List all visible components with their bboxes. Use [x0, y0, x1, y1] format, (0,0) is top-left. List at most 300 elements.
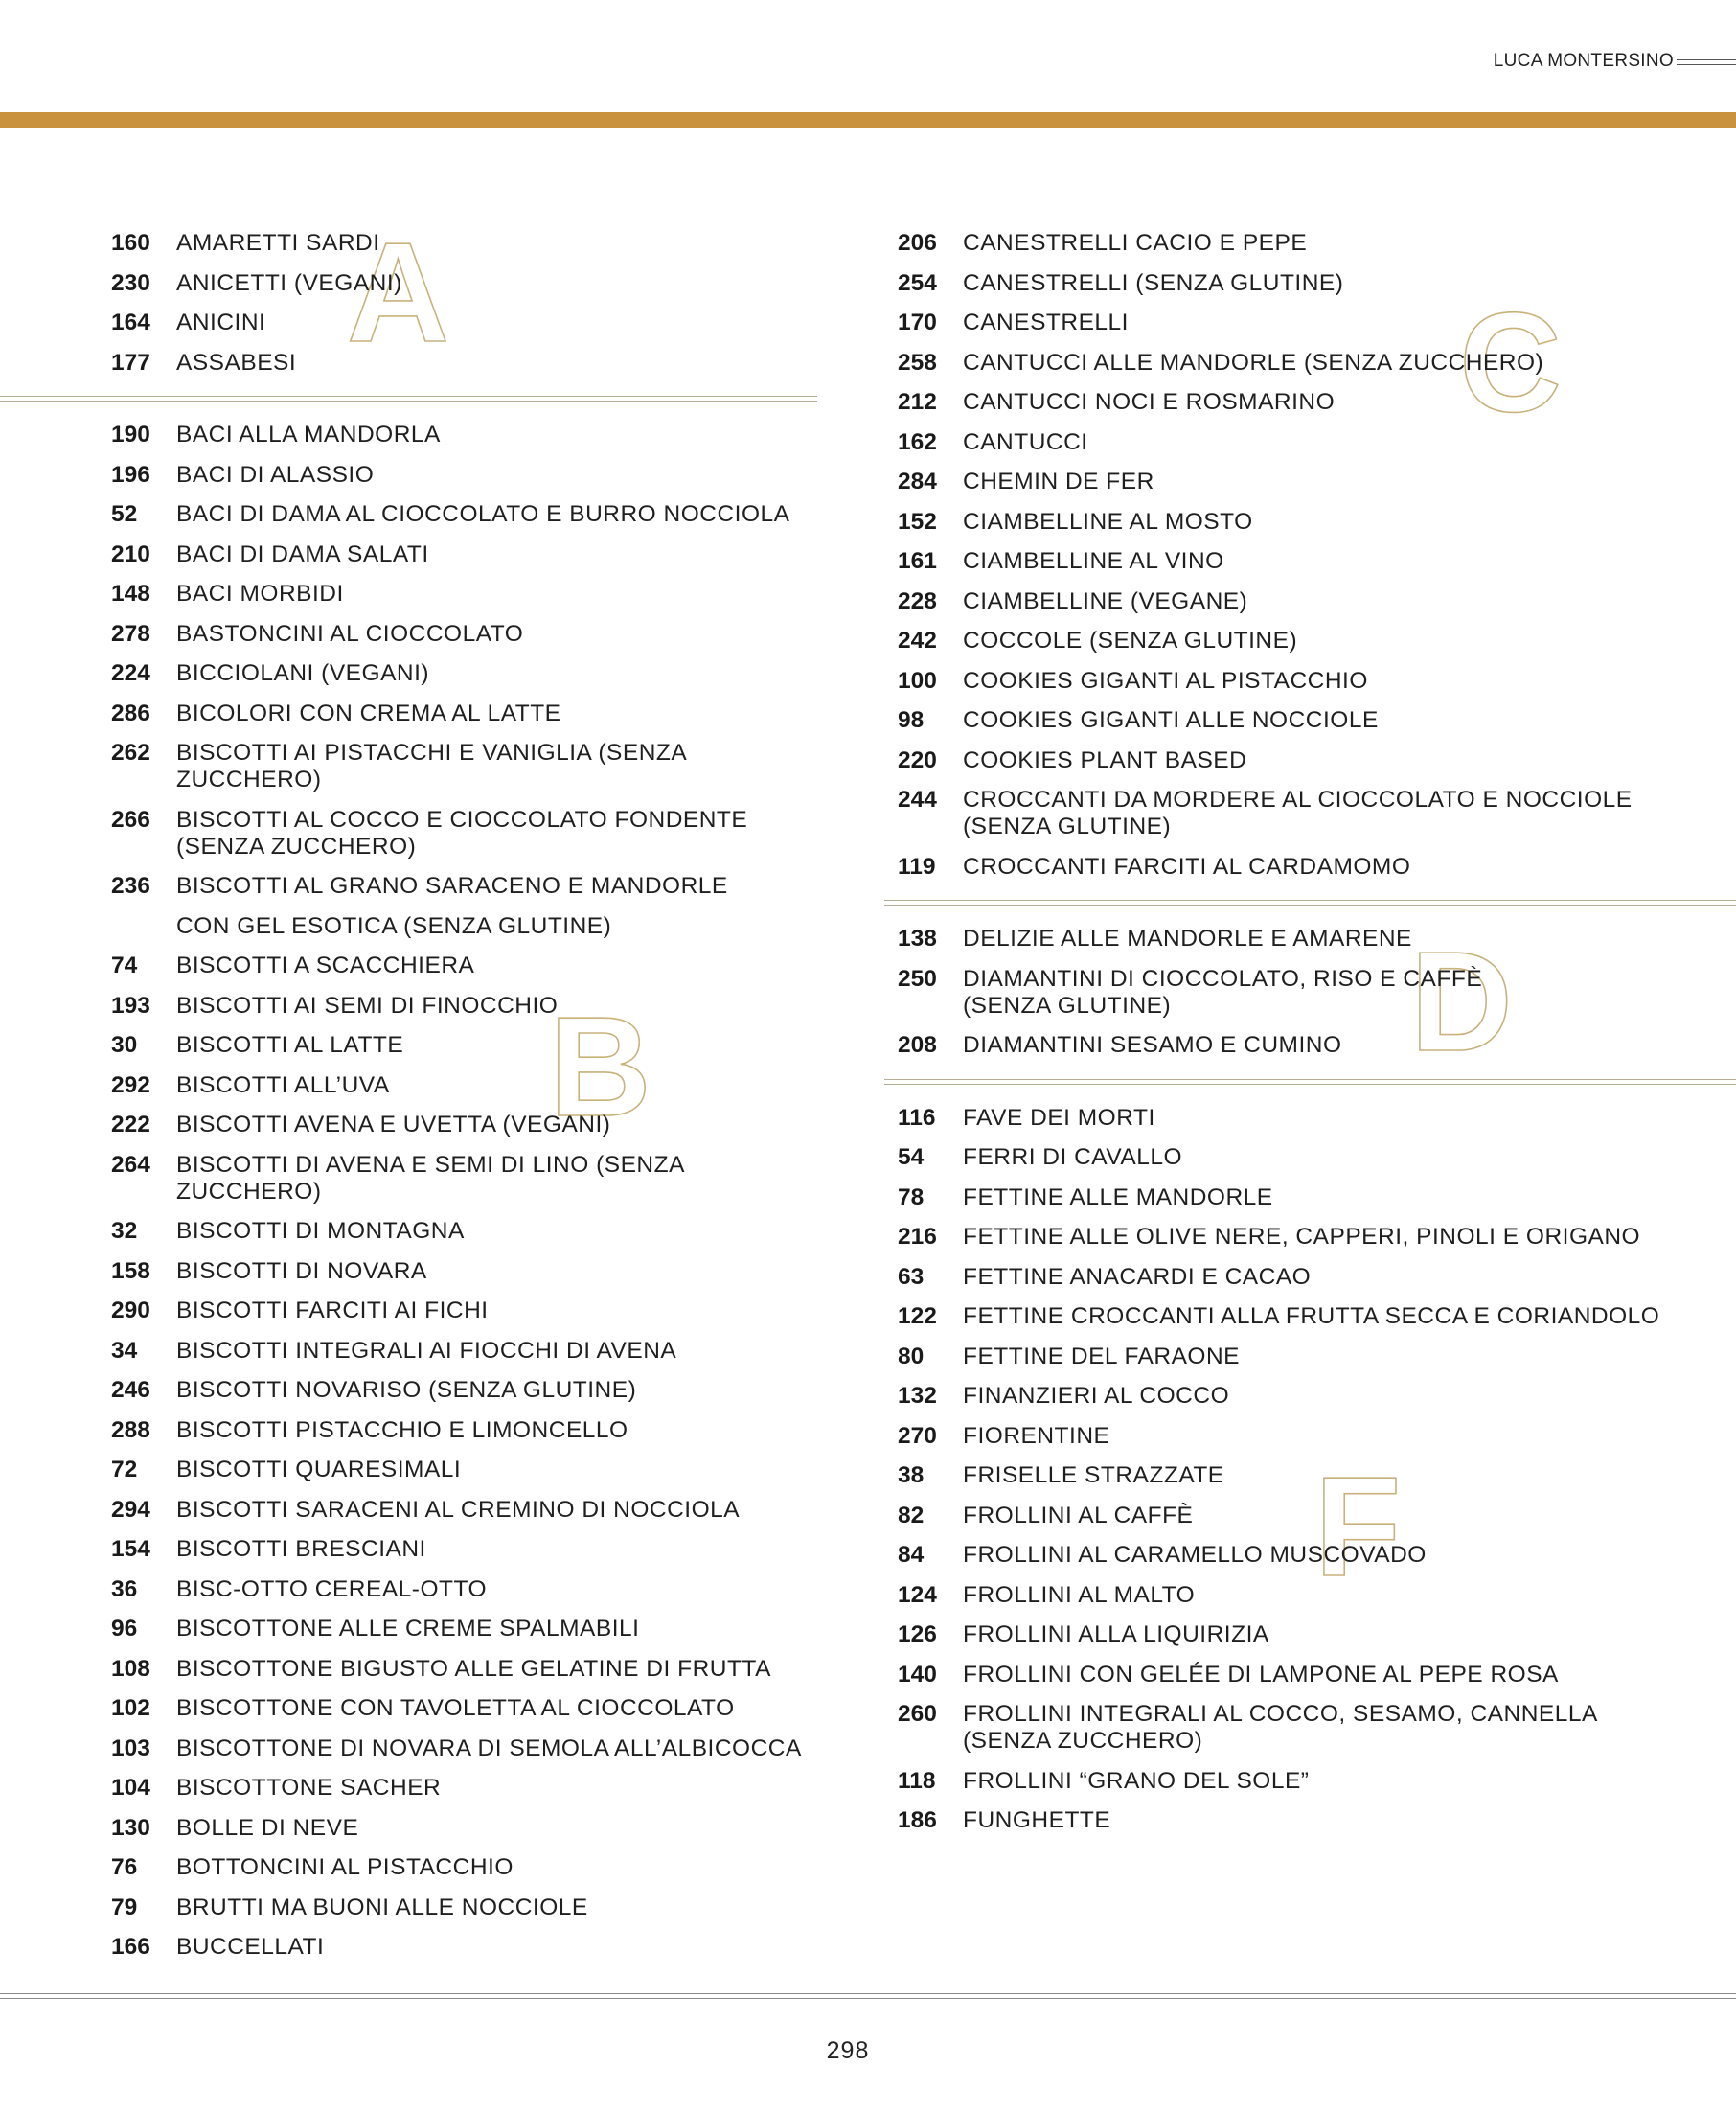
entry-title: [963, 1503, 1736, 1529]
entry-title: [963, 509, 1736, 536]
entry-title-line: BACI ALLA MANDORLA: [176, 422, 441, 448]
entry-page-number: 260: [898, 1701, 937, 1727]
index-entry: [0, 536, 819, 576]
entry-title-line: FROLLINI AL CAFFÈ: [963, 1502, 1194, 1528]
entry-title-line: BISCOTTI DI AVENA E SEMI DI LINO (SENZA ZUCCHERO): [176, 1151, 684, 1205]
entry-page-number: 242: [898, 628, 937, 654]
entry-page-number: 292: [111, 1071, 150, 1098]
entry-page-number: 32: [111, 1218, 138, 1244]
entry-page-number: 294: [111, 1496, 150, 1523]
section-letter-f: F: [1314, 1448, 1402, 1606]
entry-page-number: 38: [898, 1462, 925, 1488]
index-entry: [886, 1026, 1736, 1067]
index-entry: [0, 1571, 819, 1611]
index-entry: [886, 503, 1736, 543]
entry-title-line: ANICINI: [176, 310, 266, 335]
entry-page-number: 266: [111, 806, 150, 833]
entry-page-number: 230: [111, 269, 150, 296]
entry-title: [963, 1768, 1736, 1795]
entry-title-line: CROCCANTI DA MORDERE AL CIOCCOLATO E NOCCIOLE: [963, 787, 1633, 813]
entry-title: [963, 1383, 1736, 1410]
section-letter-a: A: [347, 214, 449, 372]
index-entry: [886, 960, 1736, 1027]
index-entry: [0, 575, 819, 615]
entry-page-number: 224: [111, 660, 150, 686]
entry-page-number: 34: [111, 1337, 138, 1364]
entry-title-line: CANTUCCI NOCI E ROSMARINO: [963, 389, 1336, 415]
page-number: 298: [826, 2037, 870, 2064]
index-entry: [0, 1530, 819, 1571]
index-entry: [886, 1179, 1736, 1219]
entry-title: [176, 1298, 819, 1324]
entry-title: [176, 660, 819, 687]
index-section-b: [0, 416, 819, 1968]
entry-title: [176, 501, 819, 528]
entry-title: [176, 1497, 819, 1524]
entry-title-line: BISCOTTONE CON TAVOLETTA AL CIOCCOLATO: [176, 1695, 735, 1721]
entry-title-line: BISCOTTI A SCACCHIERA: [176, 953, 475, 978]
entry-title-line: FROLLINI AL MALTO: [963, 1581, 1196, 1608]
entry-page-number: 74: [111, 953, 138, 978]
entry-title-line: CANTUCCI ALLE MANDORLE (SENZA ZUCCHERO): [963, 349, 1544, 376]
entry-page-number: 63: [898, 1263, 925, 1290]
entry-title-line: CANTUCCI: [963, 428, 1088, 455]
entry-page-number: 250: [898, 965, 937, 992]
index-entry: [0, 655, 819, 695]
entry-page-number: 284: [898, 469, 937, 494]
entry-page-number: 119: [898, 853, 936, 880]
index-entry: [0, 1146, 819, 1213]
entry-page-number: 288: [111, 1416, 150, 1443]
entry-page-number: 228: [898, 587, 937, 614]
entry-title-line: FETTINE CROCCANTI ALLA FRUTTA SECCA E CORIANDOLO: [963, 1303, 1660, 1329]
entry-title: [963, 1807, 1736, 1834]
index-entry: [0, 1026, 819, 1067]
index-entry: [886, 1802, 1736, 1842]
index-entry: [0, 734, 819, 801]
entry-title-line: BISCOTTI BRESCIANI: [176, 1536, 426, 1562]
entry-title-continuation: (SENZA GLUTINE): [963, 814, 1172, 839]
entry-title-line: BISCOTTONE DI NOVARA DI SEMOLA ALL’ALBICOCCA: [176, 1734, 802, 1761]
entry-page-number: 190: [111, 422, 150, 448]
entry-title-line: COOKIES GIGANTI ALLE NOCCIOLE: [963, 707, 1379, 733]
entry-title: [963, 1423, 1736, 1450]
entry-title-line: FROLLINI CON GELÉE DI LAMPONE AL PEPE ROSA: [963, 1661, 1559, 1688]
entry-page-number: 212: [898, 389, 937, 415]
index-entry: [0, 416, 819, 456]
entry-title: [963, 230, 1736, 257]
index-entry: [886, 1377, 1736, 1417]
entry-title: [176, 1656, 819, 1683]
index-entry: [0, 1451, 819, 1491]
index-entry: [886, 1457, 1736, 1497]
entry-title: [176, 350, 819, 377]
index-entry: [886, 781, 1736, 848]
entry-page-number: 210: [111, 540, 150, 567]
entry-page-number: 79: [111, 1894, 138, 1920]
running-header-author: LUCA MONTERSINO: [1493, 51, 1674, 71]
entry-title-line: FROLLINI ALLA LIQUIRIZIA: [963, 1621, 1269, 1647]
entry-title-line: BISCOTTI NOVARISO (SENZA GLUTINE): [176, 1377, 637, 1403]
index-entry: [886, 1616, 1736, 1656]
entry-title-line: BISCOTTI QUARESIMALI: [176, 1457, 462, 1482]
entry-title-line: BISCOTTI PISTACCHIO E LIMONCELLO: [176, 1416, 628, 1443]
entry-title-line: CANESTRELLI (SENZA GLUTINE): [963, 269, 1344, 296]
entry-page-number: 30: [111, 1032, 138, 1058]
index-entry: [0, 1106, 819, 1146]
entry-page-number: 264: [111, 1151, 150, 1178]
entry-page-number: 98: [898, 707, 925, 733]
index-entry: [0, 801, 819, 868]
entry-title: [176, 740, 819, 793]
entry-title: [176, 913, 819, 940]
entry-title-line: CANESTRELLI CACIO E PEPE: [963, 230, 1308, 256]
entry-page-number: 116: [898, 1104, 936, 1131]
entry-title: [963, 588, 1736, 615]
entry-title-line: FETTINE DEL FARAONE: [963, 1343, 1241, 1369]
index-entry: [0, 1371, 819, 1412]
entry-title: [963, 270, 1736, 297]
entry-title-line: BUCCELLATI: [176, 1934, 325, 1960]
entry-title-line: FIORENTINE: [963, 1422, 1110, 1449]
entry-title: [963, 1303, 1736, 1330]
entry-title-line: CHEMIN DE FER: [963, 469, 1154, 494]
entry-title: [176, 1536, 819, 1563]
entry-page-number: 177: [111, 349, 150, 376]
entry-page-number: 158: [111, 1257, 150, 1284]
entry-title: [963, 1462, 1736, 1489]
entry-title-line: BISCOTTI SARACENI AL CREMINO DI NOCCIOLA: [176, 1496, 741, 1523]
index-entry: [0, 1292, 819, 1332]
entry-title-continuation: (SENZA ZUCCHERO): [176, 833, 417, 860]
index-column-left: [0, 214, 819, 1968]
entry-title-line: DIAMANTINI DI CIOCCOLATO, RISO E CAFFÈ: [963, 965, 1483, 992]
entry-page-number: 52: [111, 501, 138, 527]
entry-page-number: 140: [898, 1661, 937, 1688]
entry-page-number: 118: [898, 1767, 936, 1794]
index-entry: [0, 344, 819, 384]
entry-page-number: 244: [898, 787, 937, 813]
section-divider: [886, 1067, 1736, 1099]
entry-title-line: CIAMBELLINE AL MOSTO: [963, 508, 1253, 535]
index-entry: [0, 1610, 819, 1650]
index-entry: [886, 662, 1736, 702]
entry-page-number: 82: [898, 1502, 925, 1528]
index-entry: [886, 383, 1736, 424]
entry-page-number: 270: [898, 1422, 937, 1449]
entry-title: [176, 1735, 819, 1762]
index-entry: [0, 1212, 819, 1252]
entry-page-number: 108: [111, 1655, 150, 1682]
index-entry: [0, 1412, 819, 1452]
entry-page-number: 132: [898, 1383, 937, 1409]
entry-title-line: ASSABESI: [176, 349, 297, 376]
entry-title-line: CROCCANTI FARCITI AL CARDAMOMO: [963, 853, 1411, 880]
entry-page-number: 76: [111, 1854, 138, 1880]
entry-title: [176, 1934, 819, 1961]
entry-title: [963, 429, 1736, 456]
entry-title: [963, 350, 1736, 377]
index-section-f: [886, 1099, 1736, 1842]
entry-page-number: 124: [898, 1581, 937, 1608]
entry-page-number: 152: [898, 508, 937, 535]
index-entry: [0, 1252, 819, 1293]
index-entry: [886, 1656, 1736, 1696]
index-entry: [886, 1695, 1736, 1762]
entry-title-line: BISCOTTI AI PISTACCHI E VANIGLIA (SENZA ZUCCHERO): [176, 740, 686, 792]
index-entry: [886, 1497, 1736, 1537]
entry-title: [176, 1218, 819, 1245]
entry-title: [176, 230, 819, 257]
index-entry: [886, 542, 1736, 583]
entry-page-number: 154: [111, 1536, 150, 1562]
entry-title: [963, 787, 1736, 840]
entry-page-number: 104: [111, 1775, 150, 1801]
entry-title: [963, 310, 1736, 336]
entry-title-line: ANICETTI (VEGANI): [176, 269, 402, 296]
entry-page-number: 290: [111, 1298, 150, 1323]
entry-page-number: 103: [111, 1734, 150, 1761]
entry-page-number: 220: [898, 746, 937, 773]
index-entry: [886, 1138, 1736, 1179]
entry-title: [963, 1582, 1736, 1609]
index-entry: [0, 456, 819, 496]
entry-title-line: BACI MORBIDI: [176, 581, 344, 607]
entry-page-number: 262: [111, 740, 150, 766]
entry-page-number: 236: [111, 873, 150, 899]
index-entry: [0, 1809, 819, 1849]
entry-title: [176, 270, 819, 297]
entry-title: [963, 1542, 1736, 1569]
entry-title: [176, 462, 819, 489]
index-section-d: [886, 920, 1736, 1067]
entry-title-line: FETTINE ALLE OLIVE NERE, CAPPERI, PINOLI E ORIGANO: [963, 1224, 1641, 1250]
section-divider: [0, 383, 819, 416]
entry-title: [176, 1112, 819, 1138]
entry-page-number: 166: [111, 1934, 150, 1960]
index-entry: [886, 1338, 1736, 1378]
entry-title-line: BISCOTTI AL GRANO SARACENO E MANDORLE: [176, 873, 728, 899]
index-section-a: [0, 214, 819, 383]
entry-title: [176, 1695, 819, 1722]
entry-page-number: 208: [898, 1032, 937, 1058]
index-entry: [0, 224, 819, 264]
entry-title-line: BISCOTTI AI SEMI DI FINOCCHIO: [176, 992, 559, 1019]
index-entry: [886, 622, 1736, 662]
index-entry: [0, 947, 819, 987]
index-entry: [0, 304, 819, 344]
section-letter-c: C: [1459, 284, 1562, 442]
entry-page-number: 130: [111, 1814, 150, 1841]
entry-title: [963, 747, 1736, 774]
entry-title-line: BASTONCINI AL CIOCCOLATO: [176, 620, 524, 647]
entry-page-number: 164: [111, 310, 150, 335]
index-entry: [0, 264, 819, 305]
index-entry: [0, 1689, 819, 1730]
entry-page-number: 222: [111, 1112, 150, 1137]
entry-title: [176, 953, 819, 979]
entry-title: [176, 1775, 819, 1802]
entry-page-number: 206: [898, 230, 937, 256]
entry-title: [176, 581, 819, 608]
footer-double-rule: [0, 1993, 1736, 1999]
entry-page-number: 80: [898, 1343, 925, 1369]
section-letter-b: B: [549, 988, 651, 1146]
index-section-c: [886, 224, 1736, 887]
entry-title: [176, 1616, 819, 1642]
entry-title-line: CON GEL ESOTICA (SENZA GLUTINE): [176, 912, 612, 939]
entry-title-line: BICOLORI CON CREMA AL LATTE: [176, 700, 561, 726]
entry-page-number: 186: [898, 1807, 937, 1833]
index-entry: [886, 463, 1736, 503]
index-entry: [886, 1417, 1736, 1458]
entry-title-line: BISCOTTONE SACHER: [176, 1775, 442, 1801]
entry-title: [176, 873, 819, 900]
entry-title-line: FROLLINI INTEGRALI AL COCCO, SESAMO, CANNELLA: [963, 1701, 1598, 1727]
index-entry: [0, 1650, 819, 1690]
entry-title: [963, 628, 1736, 655]
entry-title: [176, 1032, 819, 1059]
entry-title: [176, 621, 819, 648]
index-entry: [0, 1730, 819, 1770]
entry-title-line: BISCOTTI AL COCCO E CIOCCOLATO FONDENTE: [176, 806, 748, 833]
entry-page-number: 170: [898, 310, 937, 335]
entry-title: [176, 807, 819, 861]
entry-title: [963, 966, 1736, 1020]
index-entry: [0, 867, 819, 907]
entry-page-number: 278: [111, 620, 150, 647]
entry-title-line: FROLLINI “GRANO DEL SOLE”: [963, 1767, 1310, 1794]
entry-title: [963, 1344, 1736, 1370]
index-entry: [0, 907, 819, 948]
entry-title-line: BACI DI ALASSIO: [176, 461, 375, 488]
entry-title-line: BISCOTTI DI NOVARA: [176, 1257, 427, 1284]
entry-page-number: 254: [898, 269, 937, 296]
entry-title: [176, 1152, 819, 1206]
entry-title-line: BISCOTTI FARCITI AI FICHI: [176, 1298, 489, 1323]
entry-title-continuation: (SENZA ZUCCHERO): [963, 1728, 1203, 1754]
index-entry: [886, 264, 1736, 305]
index-entry: [886, 304, 1736, 344]
entry-title: [963, 389, 1736, 416]
entry-title-line: CIAMBELLINE (VEGANE): [963, 587, 1248, 614]
entry-title: [963, 1264, 1736, 1291]
entry-title: [176, 1377, 819, 1404]
entry-title-line: FERRI DI CAVALLO: [963, 1144, 1183, 1170]
index-entry: [886, 1218, 1736, 1258]
index-entry: [0, 1849, 819, 1889]
entry-title-line: CIAMBELLINE AL VINO: [963, 548, 1224, 574]
entry-page-number: 162: [898, 428, 937, 455]
entry-title: [963, 668, 1736, 695]
index-entry: [0, 1769, 819, 1809]
entry-title-line: BISC-OTTO CEREAL-OTTO: [176, 1575, 488, 1602]
entry-page-number: 138: [898, 926, 937, 952]
index-entry: [0, 495, 819, 536]
entry-title-line: FRISELLE STRAZZATE: [963, 1462, 1224, 1488]
entry-title-line: BISCOTTONE ALLE CREME SPALMABILI: [176, 1616, 640, 1642]
entry-title: [176, 1854, 819, 1881]
entry-title-line: BISCOTTI AL LATTE: [176, 1032, 404, 1058]
entry-title-line: FAVE DEI MORTI: [963, 1104, 1155, 1131]
entry-title-line: COOKIES GIGANTI AL PISTACCHIO: [963, 667, 1368, 694]
entry-page-number: 286: [111, 700, 150, 726]
index-entry: [886, 1258, 1736, 1298]
entry-title-line: CANESTRELLI: [963, 310, 1129, 335]
entry-title: [963, 854, 1736, 881]
entry-page-number: 122: [898, 1303, 937, 1329]
entry-title-line: FROLLINI AL CARAMELLO MUSCOVADO: [963, 1542, 1427, 1568]
entry-page-number: 148: [111, 581, 150, 607]
entry-title-line: FINANZIERI AL COCCO: [963, 1383, 1230, 1409]
entry-page-number: 54: [898, 1144, 925, 1170]
section-letter-d: D: [1410, 923, 1513, 1081]
entry-title: [176, 993, 819, 1020]
entry-title-line: FETTINE ALLE MANDORLE: [963, 1183, 1273, 1210]
entry-title: [963, 1621, 1736, 1648]
entry-title: [176, 1576, 819, 1603]
section-divider: [886, 887, 1736, 920]
index-entry: [886, 1536, 1736, 1576]
entry-title: [963, 707, 1736, 734]
entry-title: [176, 701, 819, 727]
entry-page-number: 100: [898, 667, 937, 694]
index-entry: [886, 424, 1736, 464]
entry-title: [963, 1032, 1736, 1059]
entry-title-line: FETTINE ANACARDI E CACAO: [963, 1263, 1312, 1290]
index-entry: [886, 344, 1736, 384]
index-entry: [886, 1298, 1736, 1338]
entry-title: [176, 1338, 819, 1365]
entry-title-line: BISCOTTI INTEGRALI AI FIOCCHI DI AVENA: [176, 1337, 677, 1364]
entry-title-line: DELIZIE ALLE MANDORLE E AMARENE: [963, 926, 1412, 952]
entry-title-line: BOLLE DI NEVE: [176, 1814, 359, 1841]
entry-title-line: AMARETTI SARDI: [176, 230, 380, 256]
index-entry: [0, 1491, 819, 1531]
entry-title: [963, 1144, 1736, 1171]
entry-title-line: BISCOTTI AVENA E UVETTA (VEGANI): [176, 1112, 611, 1137]
entry-page-number: 126: [898, 1621, 937, 1647]
entry-title-line: BICCIOLANI (VEGANI): [176, 660, 430, 686]
entry-title: [963, 1184, 1736, 1211]
entry-title: [176, 422, 819, 448]
index-entry: [886, 224, 1736, 264]
entry-page-number: 102: [111, 1695, 150, 1721]
entry-title: [176, 1815, 819, 1842]
index-entry: [886, 583, 1736, 623]
entry-title-line: COCCOLE (SENZA GLUTINE): [963, 628, 1298, 654]
entry-title-line: BRUTTI MA BUONI ALLE NOCCIOLE: [176, 1894, 588, 1920]
entry-page-number: 84: [898, 1542, 925, 1568]
entry-title: [963, 548, 1736, 575]
entry-title: [176, 1895, 819, 1921]
entry-page-number: 196: [111, 461, 150, 488]
index-entry: [0, 1332, 819, 1372]
index-entry: [886, 701, 1736, 742]
entry-title-line: BISCOTTI ALL’UVA: [176, 1071, 390, 1098]
header-accent-bar: [0, 112, 1736, 128]
entry-page-number: 78: [898, 1183, 925, 1210]
entry-page-number: 216: [898, 1224, 937, 1250]
index-entry: [0, 1928, 819, 1968]
entry-title: [963, 1224, 1736, 1251]
index-entry: [886, 742, 1736, 782]
entry-title: [963, 1105, 1736, 1132]
entry-title-line: FUNGHETTE: [963, 1807, 1111, 1833]
entry-title-continuation: (SENZA GLUTINE): [963, 992, 1172, 1019]
entry-page-number: 161: [898, 548, 937, 574]
entry-page-number: 72: [111, 1457, 138, 1482]
